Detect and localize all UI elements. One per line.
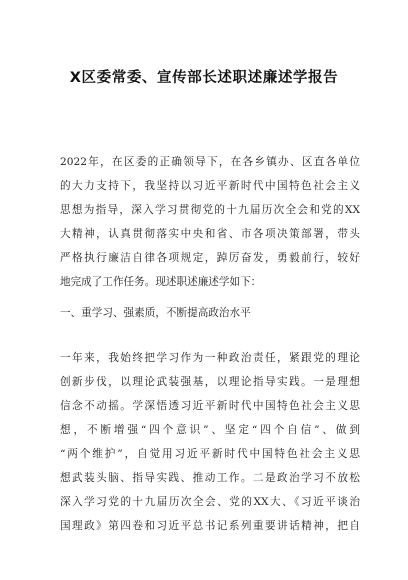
document-title: X区委常委、宣传部长述职述廉述学报告 <box>69 70 339 86</box>
text-line: 思想为指导，深入学习贯彻党的十九届历次全会和党的XX <box>60 204 360 216</box>
paragraph-intro <box>60 150 360 294</box>
text-line: 2022年，在区委的正确领导下，在各乡镇办、区直各单位 <box>60 156 360 168</box>
text-line: 想，不断增强“四个意识”、坚定“四个自信”、做到 <box>60 424 360 436</box>
text-line: 严格执行廉洁自律各项规定，踔厉奋发，勇毅前行，较好 <box>60 252 360 264</box>
text-line: “两个维护”，自觉用习近平新时代中国特色社会主义思 <box>60 448 360 460</box>
text-line: 地完成了工作任务。现述职述廉述学如下： <box>60 276 262 288</box>
text-line: 一年来，我始终把学习作为一种政治责任，紧跟党的理论 <box>60 352 360 364</box>
text-line: 国理政》第四卷和习近平总书记系列重要讲话精神，把自 <box>60 520 360 532</box>
text-line: 创新步伐，以理论武装强基，以理论指导实践。一是理想 <box>60 376 360 388</box>
text-line: 深入学习党的十九届历次全会、党的XX大、《习近平谈治 <box>60 496 360 508</box>
text-line: 的大力支持下，我坚持以习近平新时代中国特色社会主义 <box>60 180 360 192</box>
text-line: 大精神，认真贯彻落实中央和省、市各项决策部署，带头 <box>60 228 360 240</box>
paragraph-study <box>60 346 360 538</box>
text-line: 信念不动摇。学深悟透习近平新时代中国特色社会主义思 <box>60 400 360 412</box>
section-heading: 一、重学习、强素质，不断提高政治水平 <box>60 307 251 319</box>
text-line: 想武装头脑、指导实践、推动工作。二是政治学习不放松 <box>60 472 360 484</box>
